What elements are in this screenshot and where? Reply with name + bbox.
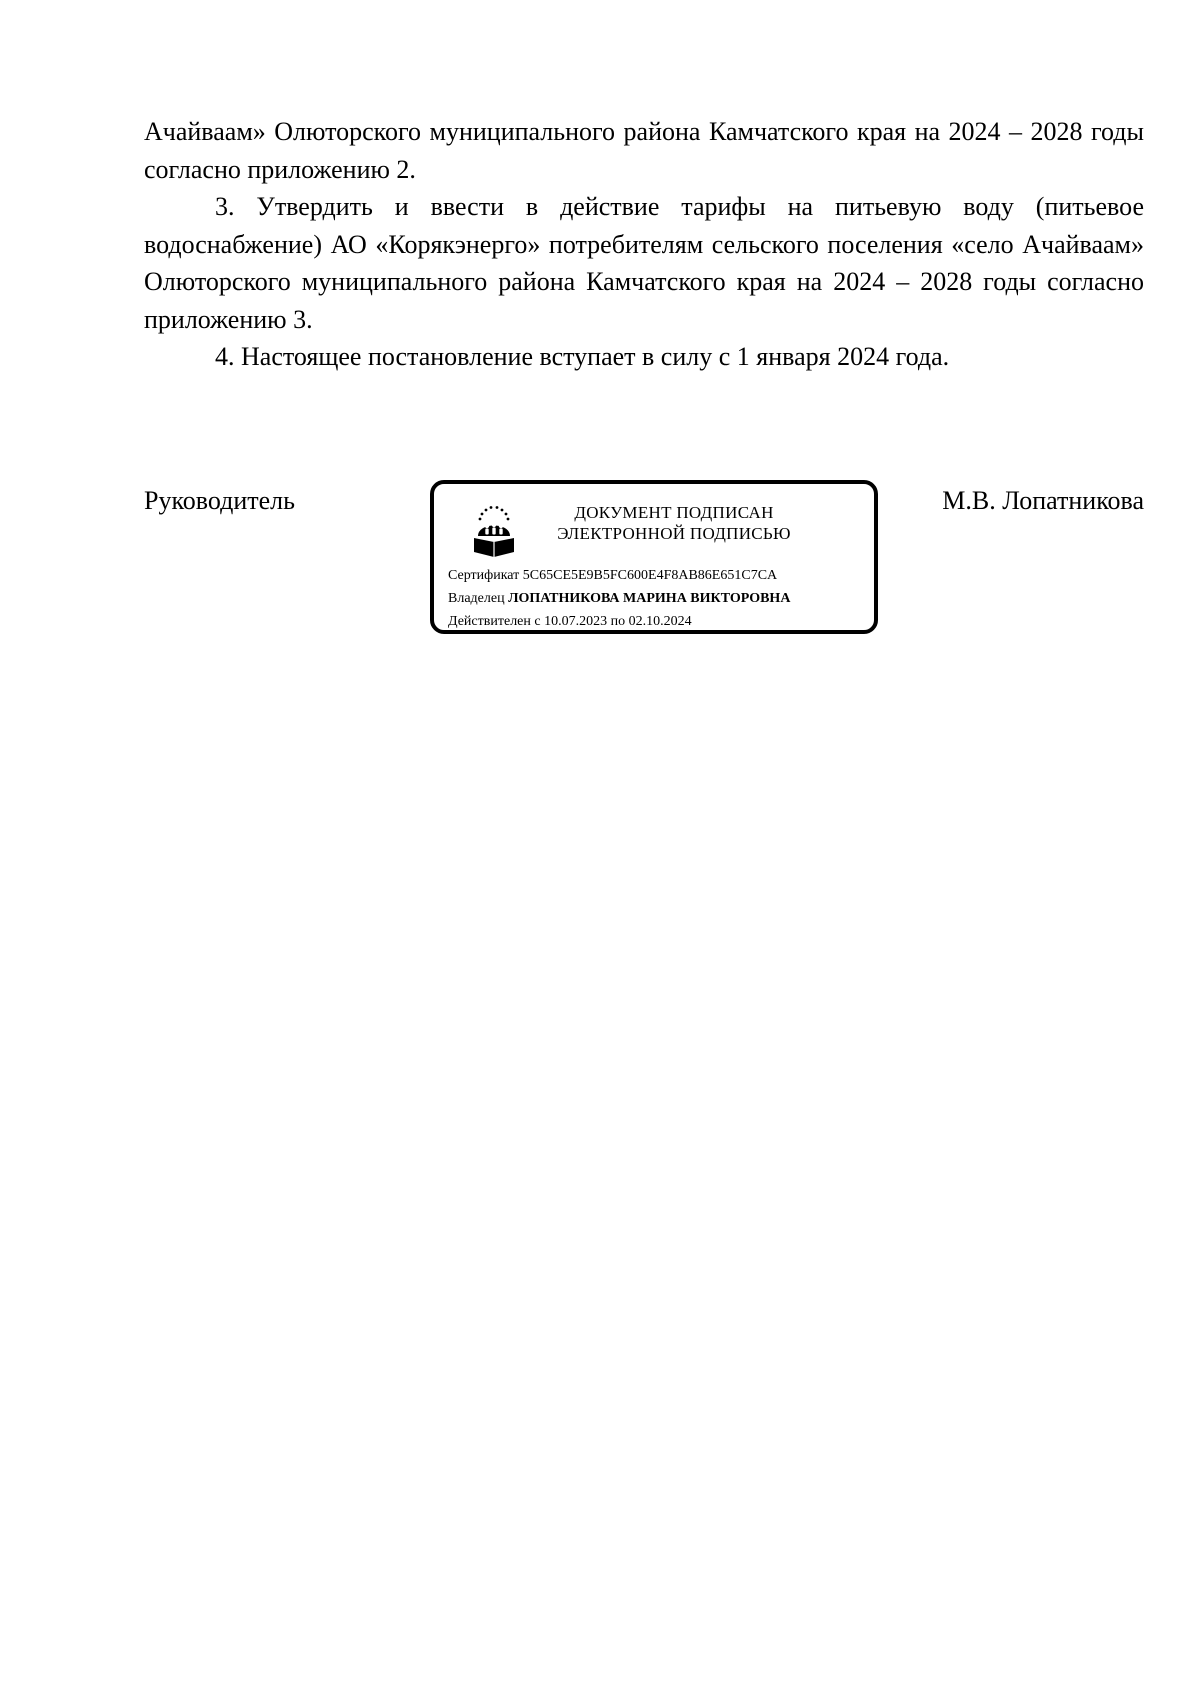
- validity-from-label: Действителен с: [448, 614, 541, 629]
- signatory-name: М.В. Лопатникова: [942, 486, 1144, 515]
- stamp-heading: [544, 502, 804, 544]
- signatory-role: Руководитель: [144, 486, 295, 515]
- stamp-heading-line-2: ЭЛЕКТРОННОЙ ПОДПИСЬЮ: [557, 524, 791, 543]
- validity-to-date: 02.10.2024: [628, 614, 692, 629]
- paragraph-continuation: Ачайваам» Олюторского муниципального района Камчатского края на 2024 – 2028 годы согласно приложению 2.: [144, 117, 1144, 184]
- owner-value: ЛОПАТНИКОВА МАРИНА ВИКТОРОВНА: [508, 591, 791, 606]
- validity-to-label: по: [610, 614, 626, 629]
- certificate-line: [448, 564, 790, 587]
- owner-line: [448, 587, 790, 610]
- document-body: [144, 113, 1144, 376]
- paragraph-item-3: 3. Утвердить и ввести в действие тарифы на питьевую воду (питьевое водоснабжение) АО «Корякэнерго» потребителям сельского поселения «село Ачайваам» Олюторского муниципального района Камчатского края на 2024 – 2028 годы согласно приложению 3.: [144, 192, 1144, 334]
- paragraph-item-4: 4. Настоящее постановление вступает в силу с 1 января 2024 года.: [215, 342, 950, 371]
- stamp-heading-line-1: ДОКУМЕНТ ПОДПИСАН: [574, 503, 774, 522]
- stamp-details: [448, 564, 790, 633]
- coat-of-arms-emblem-icon: [470, 504, 518, 562]
- certificate-value: 5C65CE5E9B5FC600E4F8AB86E651C7CA: [522, 568, 778, 583]
- signature-block: [144, 480, 1144, 650]
- validity-from-date: 10.07.2023: [544, 614, 608, 629]
- owner-label: Владелец: [448, 591, 505, 606]
- validity-line: [448, 610, 790, 633]
- electronic-signature-stamp: [430, 480, 878, 634]
- certificate-label: Сертификат: [448, 568, 520, 583]
